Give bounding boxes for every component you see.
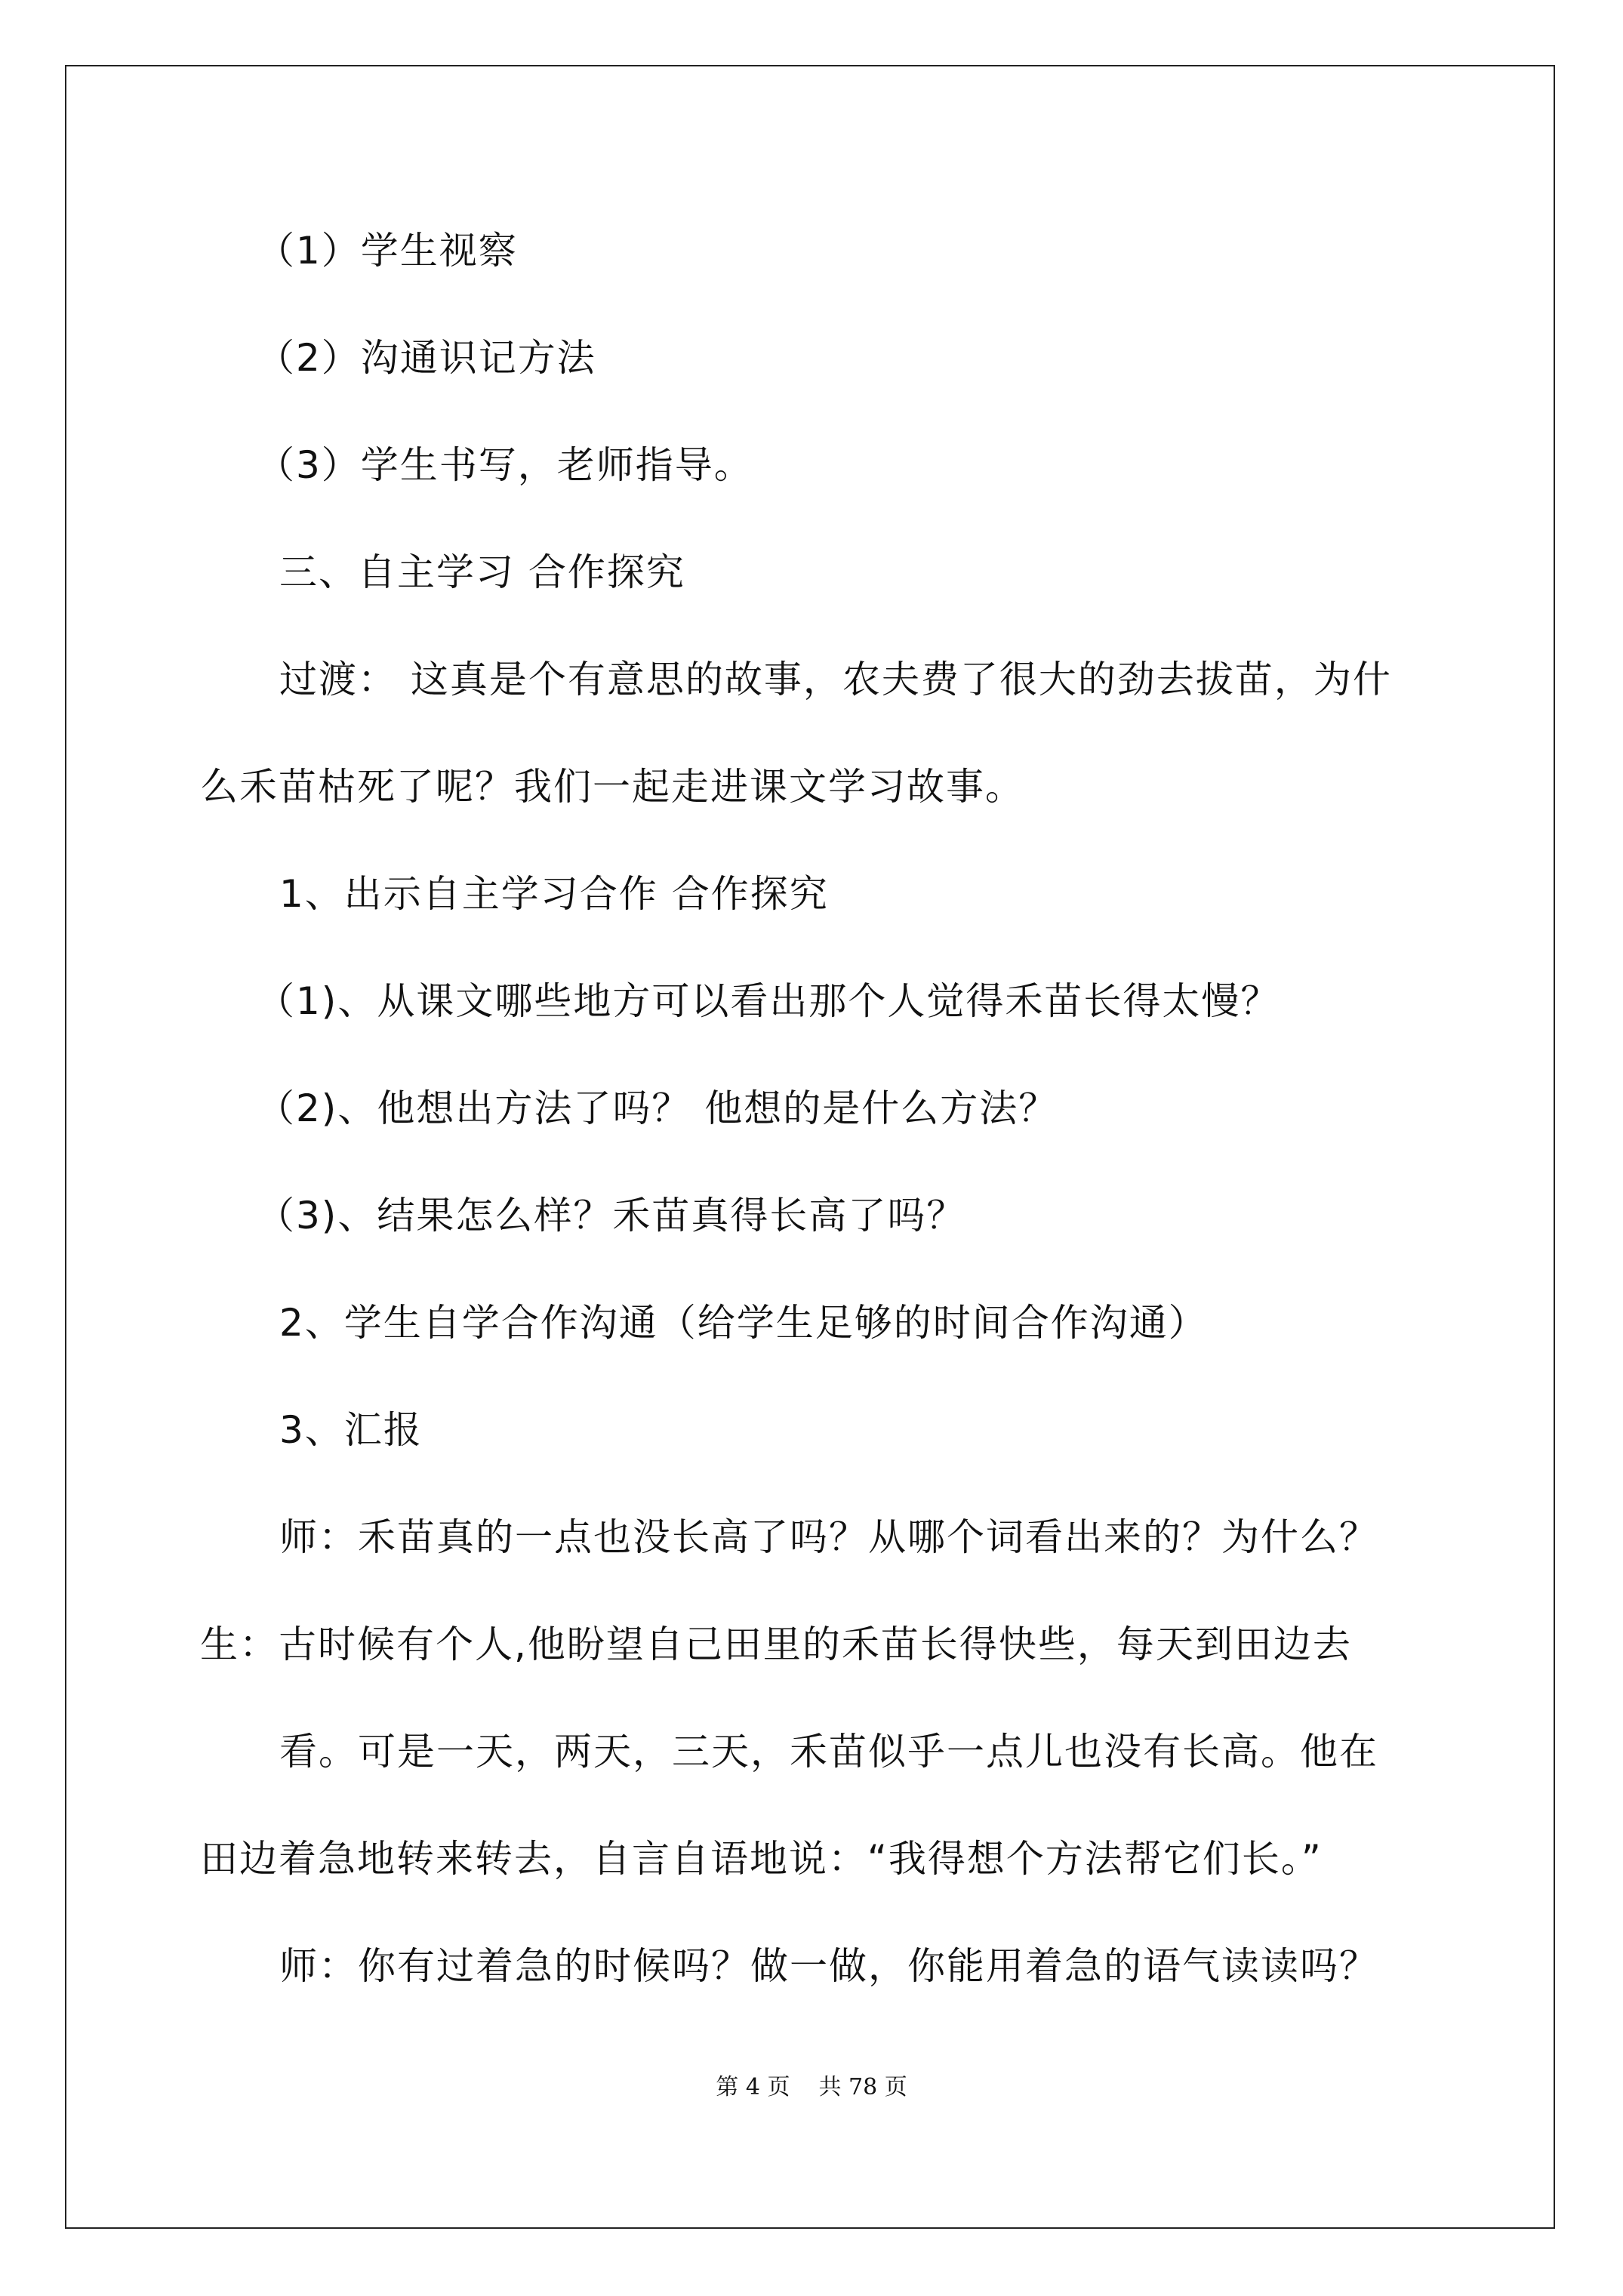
section-heading: 三、自主学习 合作探究 bbox=[279, 550, 685, 594]
text-line-12: 3、汇报 bbox=[279, 1408, 423, 1452]
text-line-8: （1)、从课文哪些地方可以看出那个人觉得禾苗长得太慢？ bbox=[257, 979, 1280, 1023]
text-line-14: 生：古时候有个人,他盼望自己田里的禾苗长得快些，每天到田边去 bbox=[200, 1623, 1352, 1666]
text-line-5: 过渡： 这真是个有意思的故事，农夫费了很大的劲去拔苗，为什 bbox=[279, 658, 1392, 701]
page-border bbox=[65, 65, 1555, 2229]
text-line-16: 田边着急地转来转去，自言自语地说：“我得想个方法帮它们长。” bbox=[200, 1837, 1323, 1881]
page-total: 共 78 页 bbox=[818, 2074, 907, 2100]
text-line-10: （3)、结果怎么样？禾苗真得长高了吗？ bbox=[257, 1194, 966, 1237]
text-line-15: 看。可是一天，两天，三天，禾苗似乎一点儿也没有长高。他在 bbox=[279, 1730, 1378, 1774]
text-line-17: 师：你有过着急的时候吗？做一做，你能用着急的语气读读吗？ bbox=[279, 1944, 1378, 1988]
text-line-13: 师：禾苗真的一点也没长高了吗？从哪个词看出来的？为什么？ bbox=[279, 1515, 1378, 1559]
text-line-3: （3）学生书写，老师指导。 bbox=[257, 443, 753, 487]
page-number: 第 4 页 bbox=[716, 2074, 790, 2100]
text-line-9: （2)、他想出方法了吗？ 他想的是什么方法？ bbox=[257, 1086, 1058, 1130]
text-line-2: （2）沟通识记方法 bbox=[257, 336, 596, 380]
text-line-6: 么禾苗枯死了呢？我们一起走进课文学习故事。 bbox=[200, 765, 1024, 809]
text-line-1: （1）学生视察 bbox=[257, 229, 518, 273]
text-line-11: 2、学生自学合作沟通（给学生足够的时间合作沟通） bbox=[279, 1301, 1208, 1345]
text-line-7: 1、出示自主学习合作 合作探究 bbox=[279, 872, 829, 916]
page-footer bbox=[0, 2073, 1623, 2103]
